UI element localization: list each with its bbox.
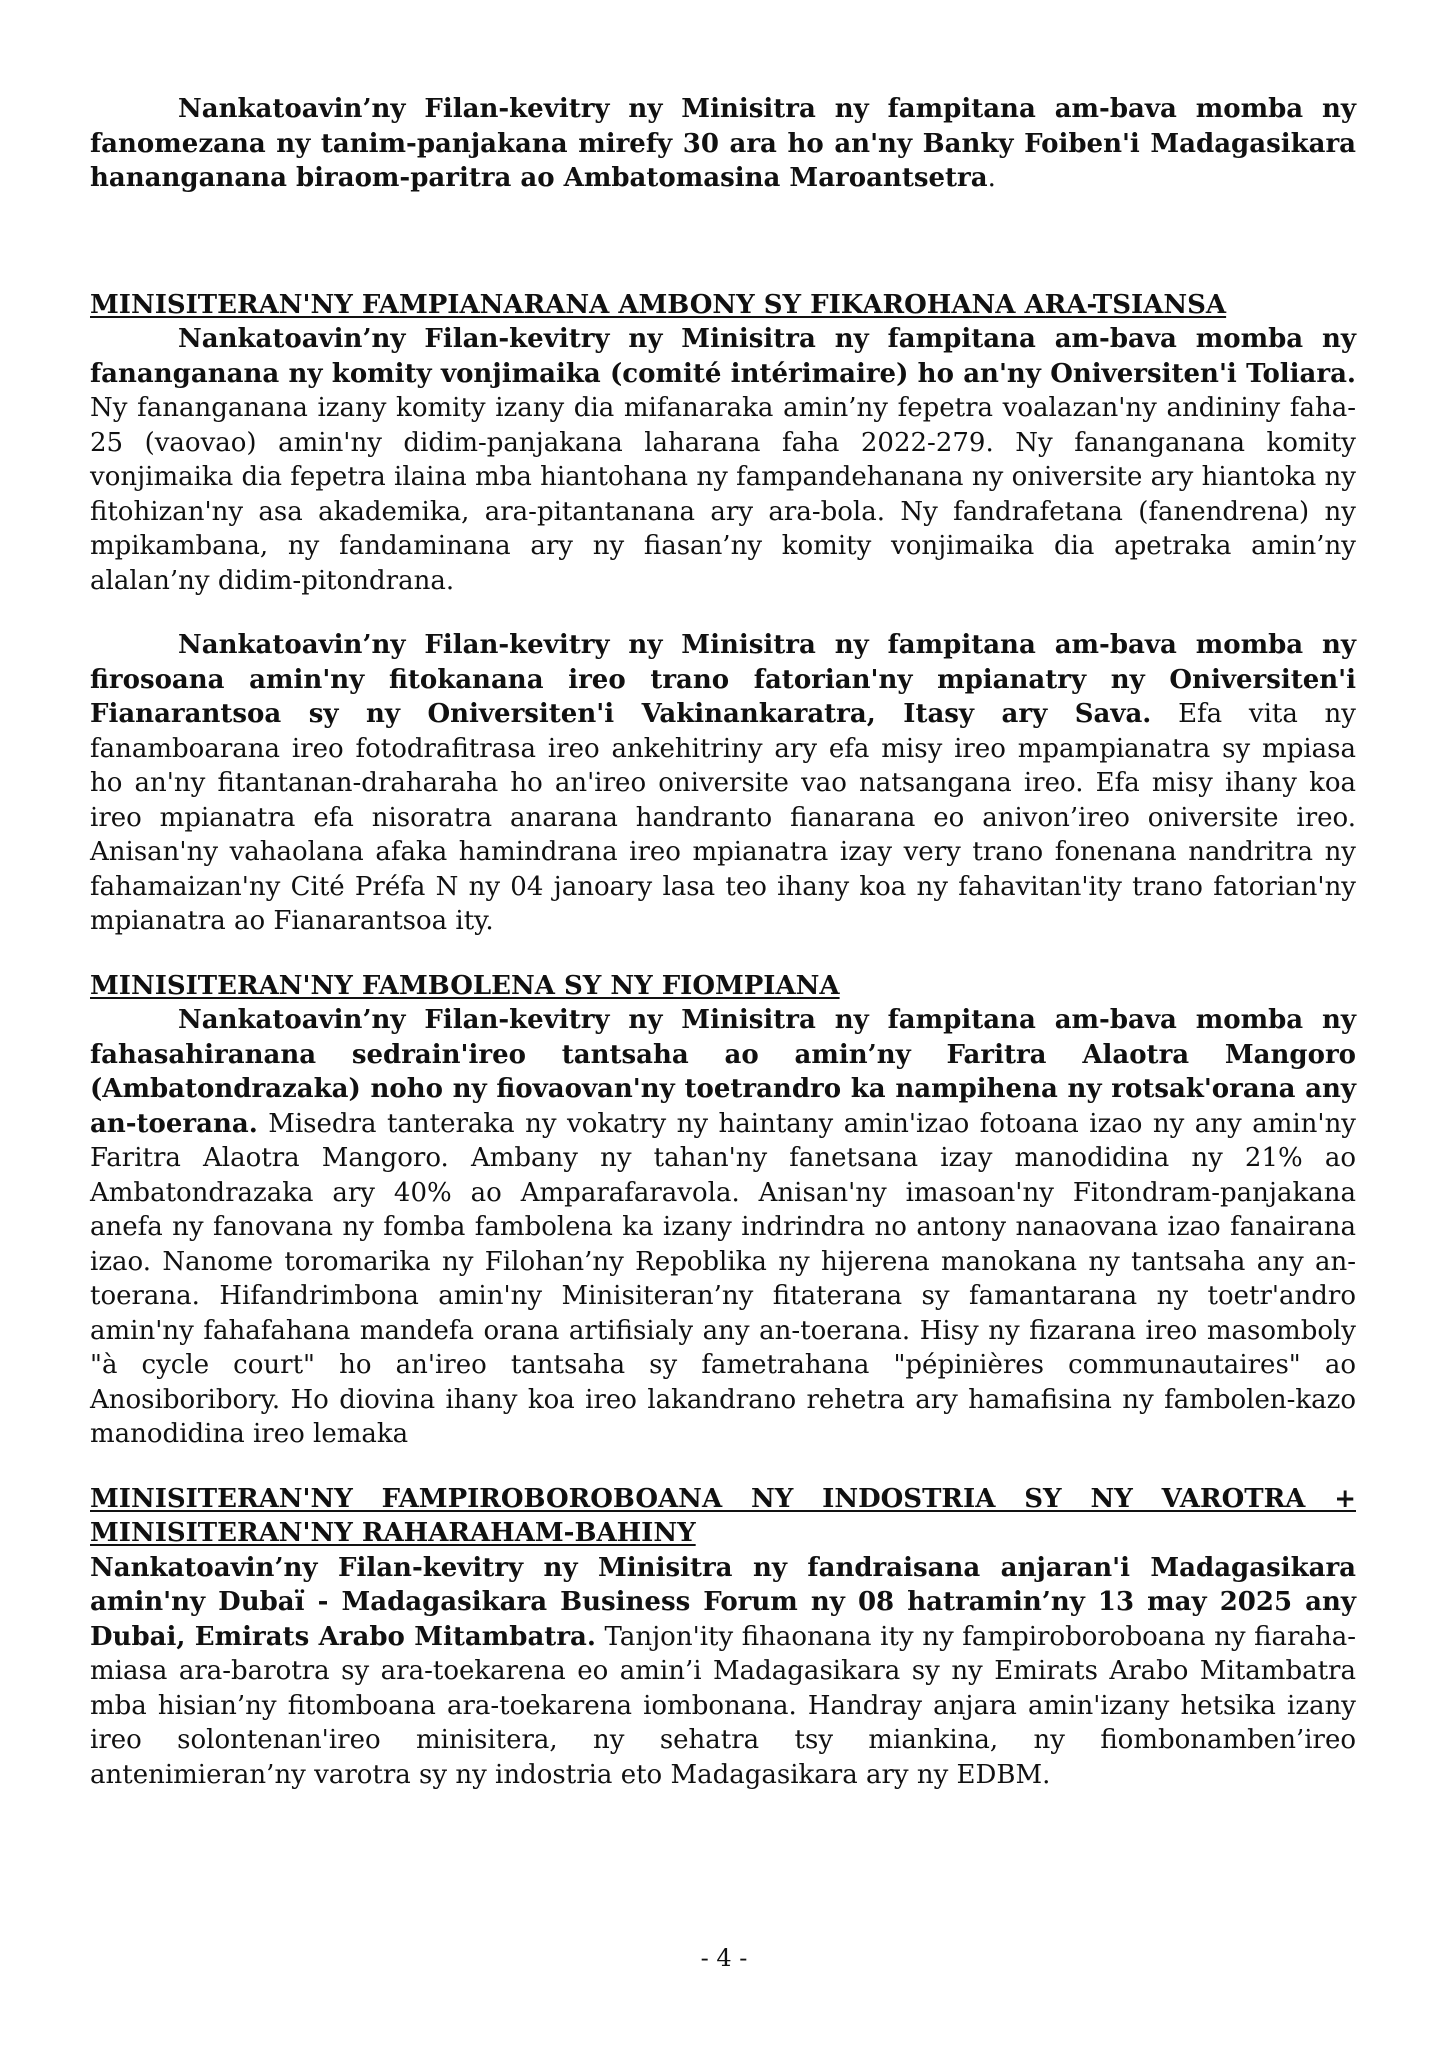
- intro-bold-lead: Nankatoavin’ny Filan-kevitry ny Minisitra ny fampitana am-bava momba ny fanomezana ny tanim-panjakana mirefy 30 ara ho an'ny Banky Foiben'i Madagasikara hananganana biraom-paritra ao Ambatomasina Maroantsetra: [90, 94, 1356, 193]
- section-heading: MINISITERAN'NY FAMPIROBOROBOANA NY INDOSTRIA SY NY VAROTRA + MINISITERAN'NY RAHARAHAM-BAHINY: [90, 1483, 1356, 1548]
- paragraph-bold-lead: Nankatoavin’ny Filan-kevitry ny Minisitra ny fampitana am-bava momba ny firosoana amin'ny fitokanana ireo trano fatorian'ny mpianatry ny Oniversiten'i Fianarantsoa sy ny Oniversiten'i Vakinankaratra, Itasy ary Sava.: [90, 630, 1356, 729]
- paragraph-text: Tanjon'ity fihaonana ity ny fampiroboroboana ny fiaraha-miasa ara-barotra sy ara-toekarena eo amin’i Madagasikara sy ny Emirats Arabo Mitambatra mba hisian’ny fitomboana ara-toekarena iombonana. Handray anjara amin'izany hetsika izany ireo solontenan'ireo minisitera, ny sehatra tsy miankina, ny fiombonamben’ireo antenimieran’ny varotra sy ny indostria eto Madagasikara ary ny EDBM.: [90, 1621, 1356, 1790]
- section-paragraph: [90, 322, 1356, 598]
- spacer: [90, 598, 1356, 628]
- paragraph-bold-lead: Nankatoavin’ny Filan-kevitry ny Minisitra ny fandraisana anjaran'i Madagasikara amin'ny Dubaï - Madagasikara Business Forum ny 08 hatramin’ny 13 may 2025 any Dubai, Emirats Arabo Mitambatra.: [90, 1552, 1356, 1652]
- spacer: [90, 196, 1356, 288]
- paragraph-text: Ny fananganana izany komity izany dia mifanaraka amin’ny fepetra voalazan'ny andininy faha-25 (vaovao) amin'ny didim-panjakana laharana faha 2022-279. Ny fananganana komity vonjimaika dia fepetra ilaina mba hiantohana ny fampandehanana ny oniversite ary hiantoka ny fitohizan'ny asa akademika, ara-pitantanana ary ara-bola. Ny fandrafetana (fanendrena) ny mpikambana, ny fandaminana ary ny fiasan’ny komity vonjimaika dia apetraka amin’ny alalan’ny didim-pitondrana.: [90, 393, 1356, 596]
- intro-paragraph: [90, 92, 1356, 196]
- section-paragraph: [90, 628, 1356, 939]
- page-number: - 4 -: [700, 1944, 748, 1972]
- section-heading: MINISITERAN'NY FAMPIANARANA AMBONY SY FIKAROHANA ARA-TSIANSA: [90, 289, 1227, 320]
- paragraph-text: Misedra tanteraka ny vokatry ny haintany amin'izao fotoana izao ny any amin'ny Faritra Alaotra Mangoro. Ambany ny tahan'ny fanetsana izay manodidina ny 21% ao Ambatondrazaka ary 40% ao Amparafaravola. Anisan'ny imasoan'ny Fitondram-panjakana anefa ny fanovana ny fomba fambolena ka izany indrindra no antony nanaovana izao fanairana izao. Nanome toromarika ny Filohan’ny Repoblika ny hijerena manokana ny tantsaha any an-toerana. Hifandrimbona amin'ny Minisiteran’ny fitaterana sy famantarana ny toetr'andro amin'ny fahafahana mandefa orana artifisialy any an-toerana. Hisy ny fizarana ireo masomboly "à cycle court" ho an'ireo tantsaha sy fametrahana "pépinières communautaires" ao Anosiboribory. Ho diovina ihany koa ireo lakandrano rehetra ary hamafisina ny fambolen-kazo manodidina ireo lemaka: [90, 1108, 1356, 1449]
- paragraph-text: Efa vita ny fanamboarana ireo fotodrafitrasa ireo ankehitriny ary efa misy ireo mpampianatra sy mpiasa ho an'ny fitantanan-draharaha ho an'ireo oniversite vao natsangana ireo. Efa misy ihany koa ireo mpianatra efa nisoratra anarana handranto fianarana eo anivon’ireo oniversite ireo. Anisan'ny vahaolana afaka hamindrana ireo mpianatra izay very trano fonenana nandritra ny fahamaizan'ny Cité Préfa N ny 04 janoary lasa teo ihany koa ny fahavitan'ity trano fatorian'ny mpianatra ao Fianarantsoa ity.: [90, 699, 1356, 936]
- section-paragraph: [90, 1551, 1356, 1793]
- spacer: [90, 939, 1356, 969]
- document-page: [90, 92, 1356, 1792]
- spacer: [90, 1452, 1356, 1482]
- section-agriculture: [90, 969, 1356, 1452]
- intro-text: .: [987, 163, 996, 193]
- section-paragraph: [90, 1003, 1356, 1452]
- section-industry-trade: [90, 1482, 1356, 1793]
- section-heading: MINISITERAN'NY FAMBOLENA SY NY FIOMPIANA: [90, 970, 840, 1001]
- paragraph-bold-lead: Nankatoavin’ny Filan-kevitry ny Minisitra ny fampitana am-bava momba ny fananganana ny komity vonjimaika (comité intérimaire) ho an'ny Oniversiten'i Toliara.: [90, 324, 1356, 389]
- section-higher-education: [90, 288, 1356, 939]
- paragraph-bold-lead: Nankatoavin’ny Filan-kevitry ny Minisitra ny fampitana am-bava momba ny fahasahiranana sedrain'ireo tantsaha ao amin’ny Faritra Alaotra Mangoro (Ambatondrazaka) noho ny fiovaovan'ny toetrandro ka nampihena ny rotsak'orana any an-toerana.: [90, 1005, 1356, 1139]
